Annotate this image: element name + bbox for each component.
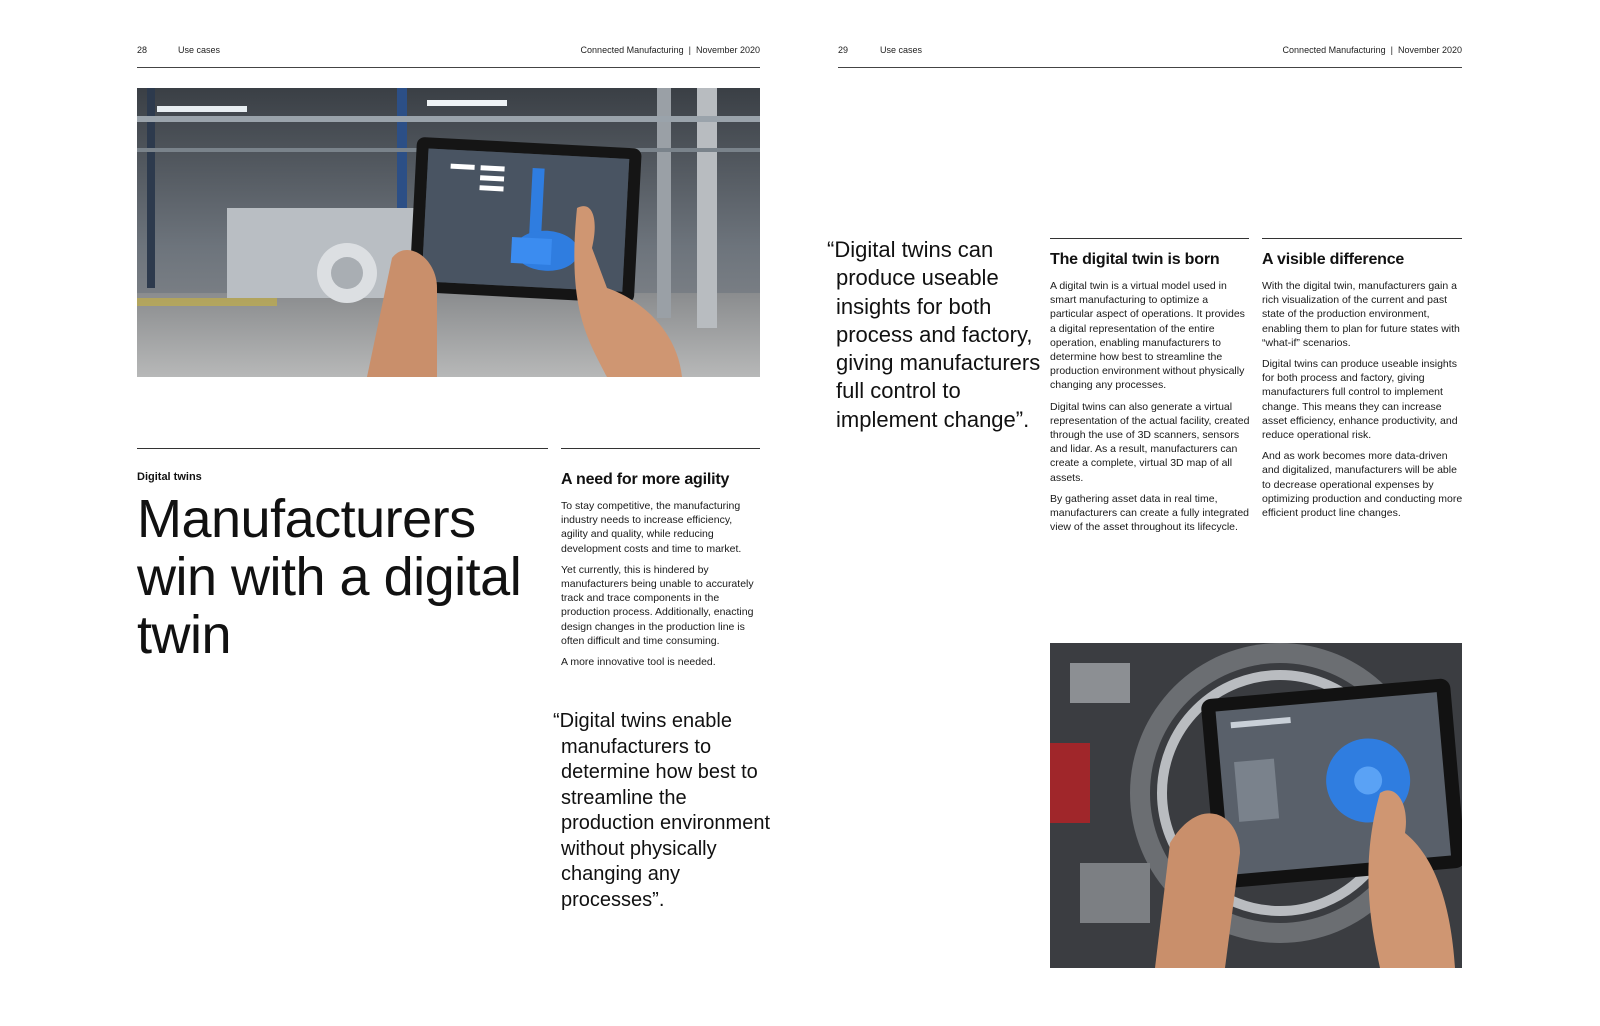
born-paragraph: Digital twins can also generate a virtual representation of the actual facility, created through the use of 3D scanners, sensors and lidar. As a result, manufacturers can create a complete, virtual 3D map of all assets. (1050, 400, 1250, 484)
page-number-right: 29 (838, 45, 849, 55)
divider-rule (137, 448, 548, 449)
header-rule-left (137, 67, 760, 68)
divider-rule (561, 448, 760, 449)
agility-body (561, 499, 760, 676)
header-rule-right (838, 67, 1462, 68)
agility-paragraph: Yet currently, this is hindered by manufacturers being unable to accurately track and trace components in the production process. Additionally, enacting design changes in the production line is often difficult and time consuming. (561, 563, 754, 647)
born-paragraph: By gathering asset data in real time, manufacturers can create a fully integrated view of the asset throughout its lifecycle. (1050, 492, 1250, 534)
visible-paragraph: Digital twins can produce useable insights for both process and factory, giving manufacturers full control to implement change. This means they can increase asset efficiency, enhance productivity, and reduce operational risk. (1262, 358, 1458, 442)
page-number-left: 28 (137, 45, 148, 55)
factory-tablet-photo (137, 88, 760, 377)
digital-twin-born-body (1050, 279, 1251, 541)
section-kicker: Digital twins (137, 471, 202, 483)
agility-paragraph: A more innovative tool is needed. (561, 656, 716, 669)
visible-paragraph: With the digital twin, manufacturers gain a rich visualization of the current and past state of the production environment, enabling them to plan for future states with “what-if” scenarios. (1262, 280, 1460, 349)
divider-rule (1050, 238, 1249, 239)
visible-paragraph: And as work becomes more data-driven and digitalized, manufacturers will be able to decrease operational expenses by optimizing production and conducting more efficient product line changes. (1262, 450, 1463, 520)
publication-label-right: Connected Manufacturing | November 2020 (1282, 45, 1462, 55)
page-headline: Manufacturers win with a digital twin (137, 489, 522, 665)
pull-quote-left: “Digital twins enable manufacturers to determine how best to streamline the production environment without physically changing any processes”. (553, 710, 771, 911)
agility-paragraph: To stay competitive, the manufacturing industry needs to increase efficiency, agility and quality, while reducing development costs and time to market. (561, 500, 742, 555)
visible-difference-heading: A visible difference (1262, 251, 1405, 268)
visible-difference-body (1262, 279, 1464, 527)
pull-quote-right: “Digital twins can produce useable insights for both process and factory, giving manufacturers full control to implement change”. (827, 237, 1041, 432)
section-label-right: Use cases (880, 45, 923, 55)
section-label-left: Use cases (178, 45, 221, 55)
publication-label-left: Connected Manufacturing | November 2020 (580, 45, 760, 55)
digital-twin-born-heading: The digital twin is born (1050, 251, 1220, 268)
divider-rule (1262, 238, 1462, 239)
agility-heading: A need for more agility (561, 471, 730, 488)
engine-tablet-photo (1050, 643, 1462, 968)
born-paragraph: A digital twin is a virtual model used in smart manufacturing to optimize a particular aspect of operations. It provides a digital representation of the entire operation, enabling manufacturers to determine how best to streamline the production environment without physically changing any processes. (1050, 280, 1245, 392)
